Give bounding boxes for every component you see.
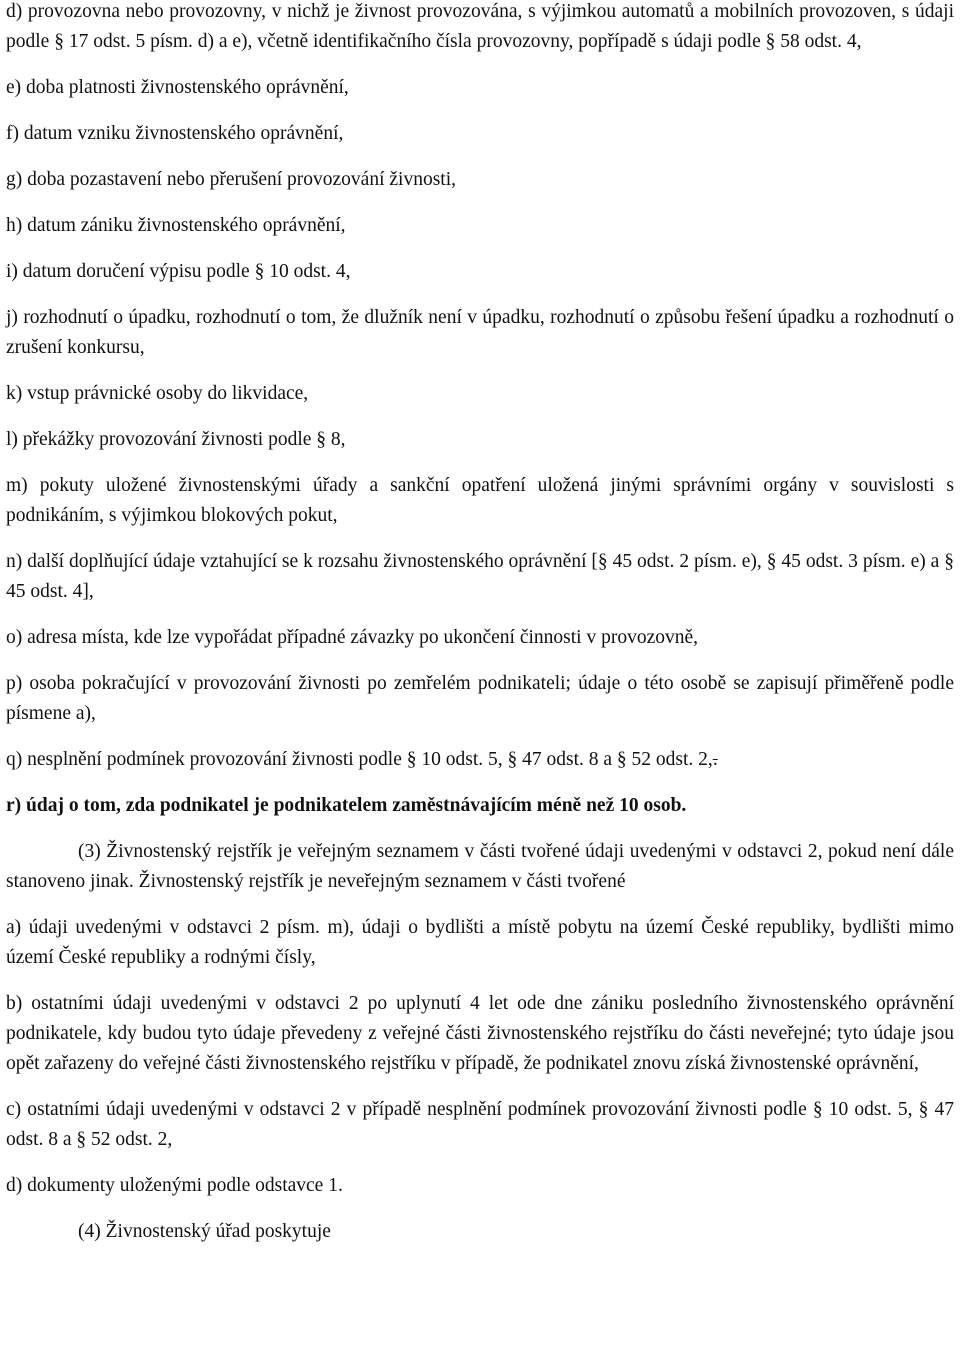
item-l: l) překážky provozování živnosti podle § 8,: [6, 429, 346, 450]
item-d: d) provozovna nebo provozovny, v nichž je živnost provozována, s výjimkou automatů a mobilních provozoven, s údaji podle § 17 odst. 5 písm. d) a e), včetně identifikačního čísla provozovny, popřípadě s údaji podle § 58 odst. 4,: [6, 1, 954, 52]
section-3-item-b: b) ostatními údaji uvedenými v odstavci 2 po uplynutí 4 let ode dne zániku posledního živnostenského oprávnění podnikatele, kdy budou tyto údaje převedeny z veřejné části živnostenského rejstříku do části neveřejné; tyto údaje jsou opět zařazeny do veřejné části živnostenského rejstříku v případě, že podnikatel znovu získá živnostenské oprávnění,: [6, 993, 954, 1074]
item-q-struck-period: .: [712, 749, 718, 770]
item-f: f) datum vzniku živnostenského oprávnění,: [6, 123, 344, 144]
section-3-paragraph: (3) Živnostenský rejstřík je veřejným seznamem v části tvořené údaji uvedenými v odstavci 2, pokud není dále stanoveno jinak. Živnostenský rejstřík je neveřejným seznamem v části tvořené: [6, 841, 954, 892]
section-3-item-d: d) dokumenty uloženými podle odstavce 1.: [6, 1175, 343, 1196]
item-h: h) datum zániku živnostenského oprávnění,: [6, 215, 346, 236]
item-e: e) doba platnosti živnostenského oprávnění,: [6, 77, 349, 98]
item-j: j) rozhodnutí o úpadku, rozhodnutí o tom, že dlužník není v úpadku, rozhodnutí o způsobu řešení úpadku a rozhodnutí o zrušení konkursu,: [6, 307, 954, 358]
item-i: i) datum doručení výpisu podle § 10 odst. 4,: [6, 261, 351, 282]
item-q: [6, 745, 954, 775]
item-o: o) adresa místa, kde lze vypořádat případné závazky po ukončení činnosti v provozovně,: [6, 627, 699, 648]
section-4-paragraph: (4) Živnostenský úřad poskytuje: [78, 1221, 331, 1242]
document-page: [6, 0, 954, 1263]
section-3-item-c: c) ostatními údaji uvedenými v odstavci 2 v případě nesplnění podmínek provozování živnosti podle § 10 odst. 5, § 47 odst. 8 a § 52 odst. 2,: [6, 1099, 954, 1150]
item-k: k) vstup právnické osoby do likvidace,: [6, 383, 309, 404]
item-q-text: q) nesplnění podmínek provozování živnosti podle § 10 odst. 5, § 47 odst. 8 a § 52 odst. 2,: [6, 749, 713, 770]
item-p: p) osoba pokračující v provozování živnosti po zemřelém podnikateli; údaje o této osobě se zapisují přiměřeně podle písmene a),: [6, 673, 954, 724]
item-m: m) pokuty uložené živnostenskými úřady a sankční opatření uložená jinými správními orgány v souvislosti s podnikáním, s výjimkou blokových pokut,: [6, 475, 954, 526]
item-r: r) údaj o tom, zda podnikatel je podnikatelem zaměstnávajícím méně než 10 osob.: [6, 795, 687, 816]
item-g: g) doba pozastavení nebo přerušení provozování živnosti,: [6, 169, 456, 190]
item-n: n) další doplňující údaje vztahující se k rozsahu živnostenského oprávnění [§ 45 odst. 2 písm. e), § 45 odst. 3 písm. e) a § 45 odst. 4],: [6, 551, 954, 602]
section-3-item-a: a) údaji uvedenými v odstavci 2 písm. m), údaji o bydlišti a místě pobytu na území České republiky, bydlišti mimo území České republiky a rodnými čísly,: [6, 917, 954, 968]
